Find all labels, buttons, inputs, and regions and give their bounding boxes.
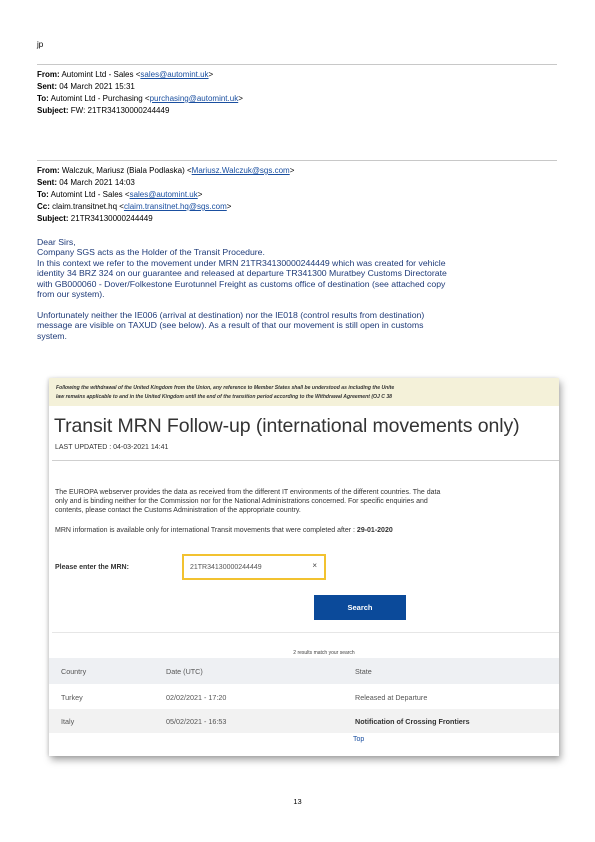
info-line: The EUROPA webserver provides the data as received from the different IT environments of the different countries. The data [55, 489, 441, 496]
email1-to [37, 94, 243, 105]
message-body [37, 237, 567, 341]
to-email-link[interactable]: sales@automint.uk [129, 190, 198, 199]
email2-cc [37, 202, 231, 213]
body-line: In this context we refer to the movement under MRN 21TR34130000244449 which was created for vehicle [37, 257, 446, 268]
availability-note [55, 526, 393, 535]
info-line: only and is binding neither for the Commission nor for the National Administrations concerned. For specific enquiries and [55, 498, 428, 505]
cc-label: Cc: [37, 202, 50, 211]
mrn-input-box[interactable] [182, 554, 326, 580]
page-marker: jp [37, 40, 44, 49]
email2-sent [37, 178, 135, 189]
top-link[interactable]: Top [353, 736, 365, 743]
column-header-state: State [355, 667, 372, 676]
separator [37, 160, 557, 161]
to-email-link[interactable]: purchasing@automint.uk [149, 94, 239, 103]
from-label: From: [37, 166, 60, 175]
availability-text: MRN information is available only for international Transit movements that were completed after : [55, 527, 357, 534]
body-line: Unfortunately neither the IE006 (arrival at destination) nor the IE018 (control results from destination) [37, 309, 425, 320]
from-close: > [289, 166, 295, 175]
info-line: contents, please contact the Customs Administration of the appropriate country. [55, 507, 301, 514]
subject-label: Subject: [37, 106, 69, 115]
results-count: 2 results match your search [293, 650, 355, 656]
cell-state: Released at Departure [355, 693, 428, 702]
to-label: To: [37, 94, 49, 103]
to-close: > [238, 94, 243, 103]
email1-sent [37, 82, 135, 93]
email1-subject [37, 106, 169, 117]
clear-icon[interactable]: × [312, 561, 317, 570]
cc-close: > [226, 202, 232, 211]
mrn-input[interactable] [190, 561, 306, 573]
body-line: identity 34 BRZ 324 on our guarantee and released at departure TR341300 Muratbey Customs Directorate [37, 268, 447, 279]
table-row [49, 709, 559, 733]
to-name: Automint Ltd - Purchasing < [50, 94, 150, 103]
cell-country: Turkey [61, 693, 83, 702]
subject-value: FW: 21TR34130000244449 [70, 106, 170, 115]
email2-from [37, 166, 294, 177]
email2-subject [37, 214, 153, 225]
notice-line: law remains applicable to and in the United Kingdom until the end of the transition period according to the Withdrawal Agreement (OJ C 38 [56, 394, 392, 400]
greeting: Dear Sirs, [37, 237, 76, 247]
notice-line: Following the withdrawal of the United Kingdom from the Union, any reference to Member States shall be understood as including the Unite [56, 385, 395, 391]
sent-label: Sent: [37, 82, 57, 91]
from-email-link[interactable]: Mariusz.Walczuk@sgs.com [191, 166, 290, 175]
results-table-header [49, 658, 559, 684]
cc-email-link[interactable]: claim.transitnet.hq@sgs.com [123, 202, 227, 211]
cell-state: Notification of Crossing Frontiers [355, 717, 470, 726]
from-close: > [208, 70, 214, 79]
embedded-screenshot [49, 378, 559, 756]
to-label: To: [37, 190, 49, 199]
subject-label: Subject: [37, 214, 69, 223]
cell-date: 05/02/2021 - 16:53 [166, 717, 227, 726]
divider [52, 632, 559, 633]
sent-value: 04 March 2021 15:31 [59, 82, 135, 91]
last-updated: LAST UPDATED : 04-03-2021 14:41 [55, 444, 169, 451]
page-title: Transit MRN Follow-up (international movements only) [54, 415, 520, 437]
availability-date: 29-01-2020 [356, 527, 393, 534]
body-line: system. [37, 330, 67, 341]
column-header-date: Date (UTC) [166, 667, 203, 676]
mrn-label: Please enter the MRN: [55, 564, 129, 571]
separator [37, 64, 557, 65]
from-label: From: [37, 70, 60, 79]
cc-name: claim.transitnet.hq < [52, 202, 124, 211]
body-line: Company SGS acts as the Holder of the Transit Procedure. [37, 247, 265, 258]
table-row [49, 685, 559, 710]
body-line: with GB000060 - Dover/Folkestone Eurotunnel Freight as customs office of destination (see attached copy [37, 278, 446, 289]
from-email-link[interactable]: sales@automint.uk [140, 70, 209, 79]
withdrawal-notice [49, 378, 559, 406]
column-header-country: Country [61, 667, 87, 676]
divider [52, 460, 559, 461]
sent-label: Sent: [37, 178, 57, 187]
cell-date: 02/02/2021 - 17:20 [166, 693, 227, 702]
body-line: from our system). [37, 289, 105, 300]
search-button[interactable]: Search [314, 595, 406, 620]
body-line: message are visible on TAXUD (see below). As a result of that our movement is still open in customs [37, 320, 424, 331]
cell-country: Italy [61, 717, 75, 726]
from-name: Walczuk, Mariusz (Biala Podlaska) < [61, 166, 192, 175]
from-name: Automint Ltd - Sales < [61, 70, 141, 79]
to-name: Automint Ltd - Sales < [50, 190, 130, 199]
sent-value: 04 March 2021 14:03 [59, 178, 135, 187]
email2-to [37, 190, 202, 201]
subject-value: 21TR34130000244449 [70, 214, 153, 223]
page-number: 13 [293, 797, 302, 806]
email1-from [37, 70, 213, 81]
to-close: > [197, 190, 203, 199]
